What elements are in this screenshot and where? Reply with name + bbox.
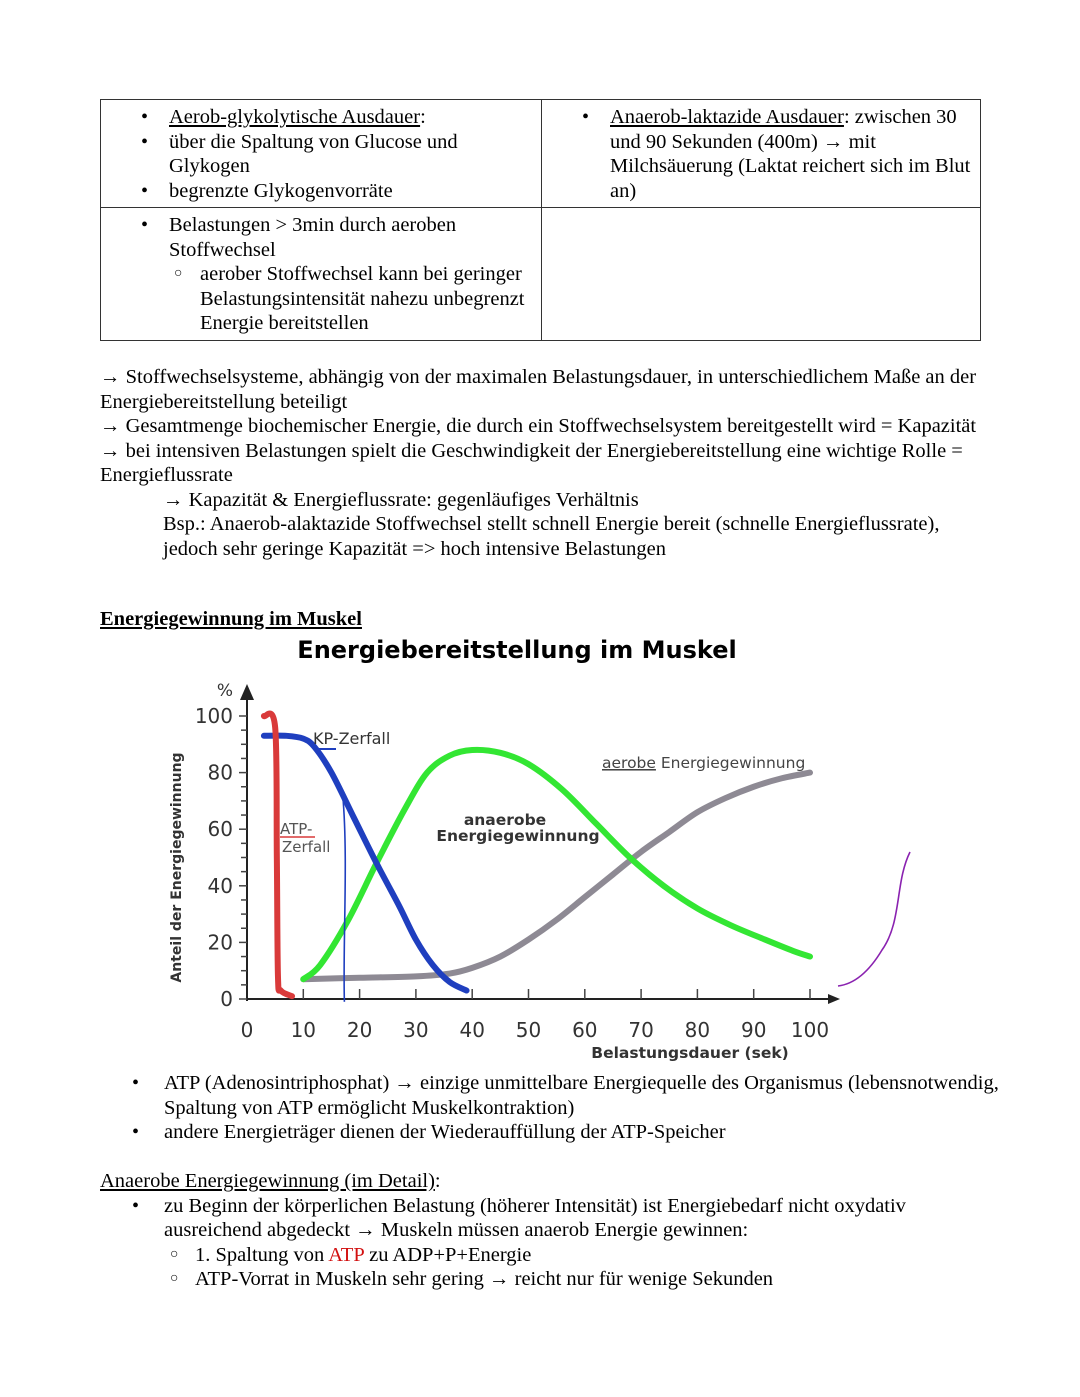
y-tick-label: 0 [220, 987, 233, 1011]
label-aerob-rest: Energiegewinnung [655, 754, 806, 772]
summary-table [100, 99, 981, 341]
x-tick-label: 50 [515, 1018, 542, 1042]
atp-bullets [100, 1071, 1000, 1145]
label-aerob-prefix: aerobe [602, 754, 656, 772]
list-item: • Anaerob-laktazide Ausdauer: zwischen 30 und 90 Sekunden (400m) → mit Milchsäuerung (Laktat reichert sich im Blut an) [610, 105, 972, 203]
sub-list-item: ○ 1. Spaltung von ATP zu ADP+P+Energie [195, 1243, 1000, 1268]
y-tick-label: 60 [207, 817, 233, 842]
list-item: • andere Energieträger dienen der Wiederauffüllung der ATP-Speicher [164, 1120, 1000, 1145]
paragraph-indented: Bsp.: Anaerob-alaktazide Stoffwechsel stellt schnell Energie bereit (schnelle Energieflussrate), jedoch sehr geringe Kapazität => hoch intensive Belastungen [163, 513, 940, 560]
label-atp-zerfall: Zerfall [282, 838, 331, 856]
x-axis-arrow-icon [828, 994, 840, 1004]
label-atp-zerfall: ATP- [280, 820, 313, 838]
label-anaerob: anaerobe [463, 811, 547, 829]
y-tick-label: 40 [207, 873, 233, 898]
x-tick-label: 90 [740, 1018, 767, 1042]
y-unit-label: % [216, 681, 234, 701]
x-tick-label: 60 [572, 1018, 598, 1042]
x-tick-label: 30 [403, 1018, 429, 1042]
sub-list-item: ○ aerober Stoffwechsel kann bei geringer Belastungsintensität nahezu unbegrenzt Energie bereitstellen [200, 262, 533, 336]
list-item: • ATP (Adenosintriphosphat) → einzige unmittelbare Energiequelle des Organismus (lebensnotwendig, Spaltung von ATP ermöglicht Muskelkontraktion) [164, 1071, 1000, 1120]
y-tick-label: 80 [207, 760, 233, 785]
table-cell-anaerob-laktazid [542, 100, 981, 208]
x-tick-label: 100 [790, 1018, 830, 1042]
anaerob-heading: Anaerobe Energiegewinnung (im Detail): [100, 1170, 441, 1192]
label-anaerob: Energiegewinnung [436, 827, 600, 845]
sub-list-item: ○ ATP-Vorrat in Muskeln sehr gering → reicht nur für wenige Sekunden [195, 1267, 1000, 1292]
list-item: • über die Spaltung von Glucose und Glykogen [169, 130, 533, 179]
y-tick-label: 20 [207, 930, 233, 955]
handwritten-annotation-icon [838, 852, 910, 986]
label-aerob [602, 754, 805, 772]
kp-trace-line [343, 795, 346, 1002]
paragraph-indented: → Kapazität & Energieflussrate: gegenläufiges Verhältnis [163, 488, 639, 511]
x-tick-label: 0 [240, 1018, 254, 1042]
section-heading: Energiegewinnung im Muskel [100, 608, 362, 630]
y-axis-arrow-icon [240, 684, 254, 700]
list-item: • begrenzte Glykogenvorräte [169, 179, 533, 204]
chart-title: Energiebereitstellung im Muskel [297, 636, 737, 664]
table-cell-aerob-glykolytisch [101, 100, 542, 208]
x-tick-label: 10 [290, 1018, 317, 1042]
y-axis-label: Anteil der Energiegewinnung [169, 752, 185, 983]
paragraph: → bei intensiven Belastungen spielt die Geschwindigkeit der Energiebereitstellung eine wichtige Rolle = Energieflussrate [100, 439, 963, 486]
energy-chart [150, 632, 930, 1062]
series-line-kp-zerfall [264, 736, 467, 991]
x-axis-label: Belastungsdauer (sek) [591, 1044, 789, 1062]
list-item: • zu Beginn der körperlichen Belastung (höherer Intensität) ist Energiebedarf nicht oxydativ ausreichend abgedeckt → Muskeln müssen anaerob Energie gewinnen: ○ 1. Spaltung von ATP zu ADP+P+Energie ○ ATP-Vorrat in Muskeln sehr gering → reicht nur für wenige Sekunden [164, 1194, 1000, 1292]
table-cell-empty [542, 208, 981, 341]
series-line-aerobe-energiegewinnung [303, 773, 810, 980]
x-tick-label: 20 [346, 1018, 373, 1042]
x-tick-label: 70 [628, 1018, 654, 1042]
chart-labels [280, 729, 805, 856]
x-tick-label: 80 [684, 1018, 711, 1042]
y-tick-label: 100 [194, 704, 233, 728]
paragraph: → Gesamtmenge biochemischer Energie, die durch ein Stoffwechselsystem bereitgestellt wird = Kapazität [100, 415, 977, 437]
paragraph-block [100, 365, 980, 561]
paragraph: → Stoffwechselsysteme, abhängig von der maximalen Belastungsdauer, in unterschiedlichem Maße an der Energiebereitstellung beteiligt [100, 366, 977, 413]
list-item: • Belastungen > 3min durch aeroben Stoffwechsel ○ aerober Stoffwechsel kann bei geringer Belastungsintensität nahezu unbegrenzt Energie bereitstellen [169, 213, 533, 336]
table-cell-aerob [101, 208, 542, 341]
list-item: • Aerob-glykolytische Ausdauer: [169, 105, 533, 130]
anaerob-section [100, 1169, 1000, 1292]
x-tick-label: 40 [459, 1018, 485, 1042]
label-kp-zerfall: KP-Zerfall [313, 729, 391, 748]
